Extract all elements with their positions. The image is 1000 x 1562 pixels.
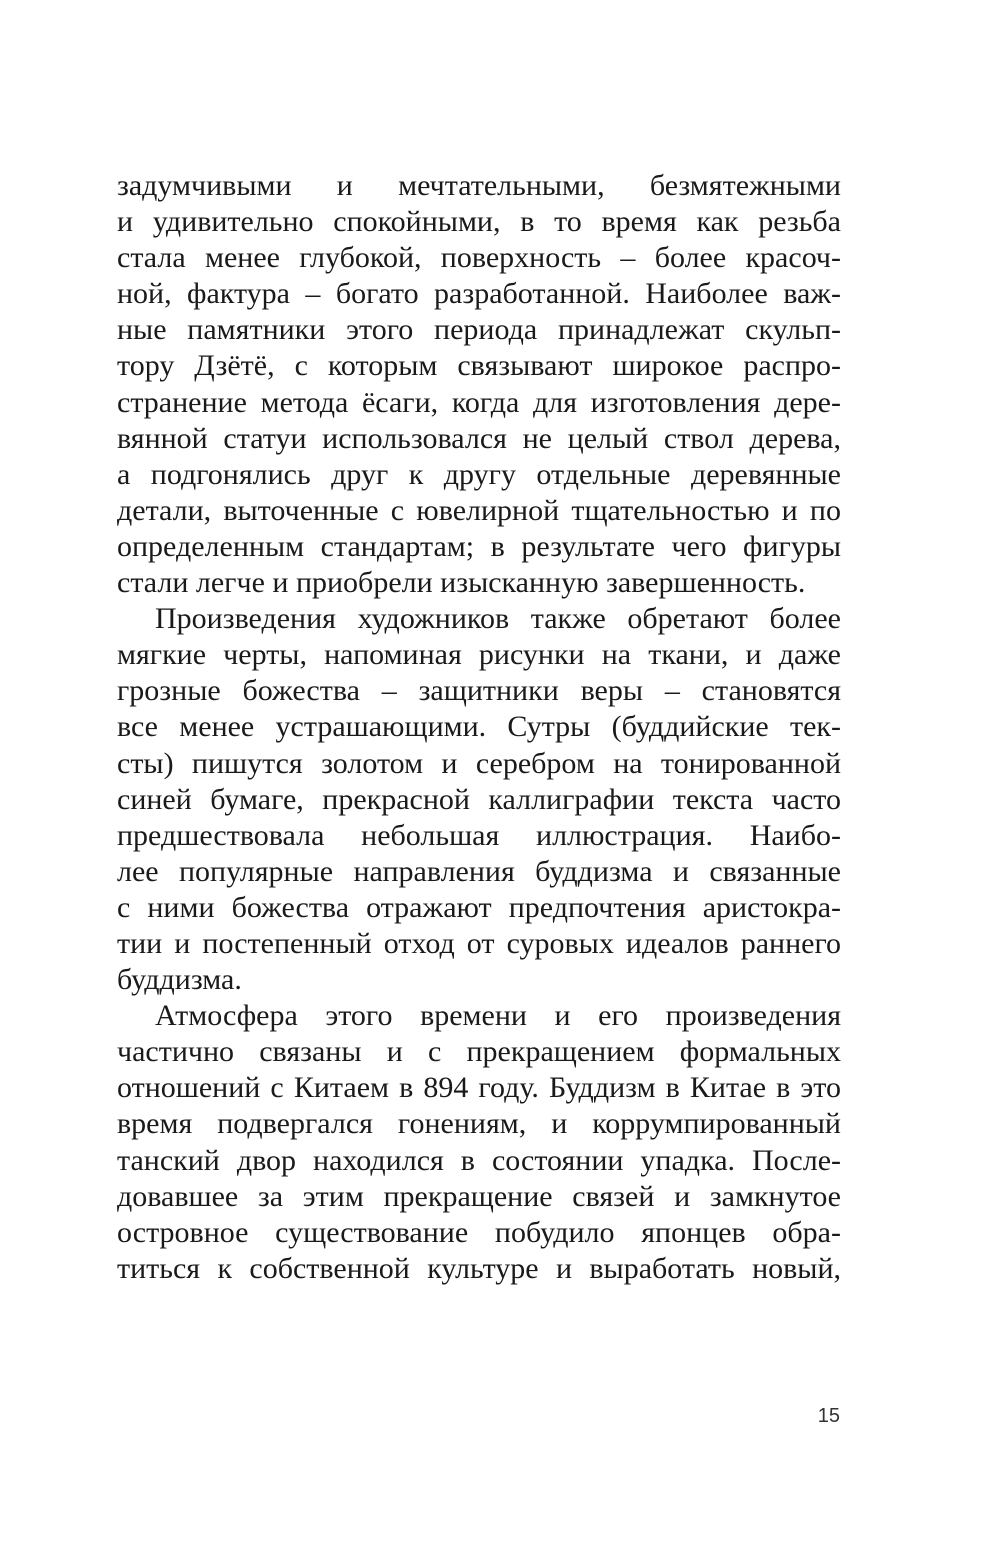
text-line: островное существование побудило японцев обра- [117, 1215, 841, 1249]
paragraph-3 [117, 998, 841, 1287]
text-line: сты) пишутся золотом и серебром на тонированной [117, 746, 841, 780]
text-line: а подгонялись друг к другу отдельные деревянные [117, 457, 841, 491]
text-line: Атмосфера этого времени и его произведения [155, 999, 841, 1033]
text-line: все менее устрашающими. Сутры (буддийские тек- [117, 710, 841, 744]
text-line: странение метода ёсаги, когда для изготовления дере- [117, 385, 841, 419]
text-line: определенным стандартам; в результате чего фигуры [117, 529, 841, 563]
text-line: частично связаны и с прекращением формальных [117, 1035, 841, 1069]
paragraph-1 [117, 168, 841, 601]
text-line: танский двор находился в состоянии упадка. После- [117, 1143, 841, 1177]
text-line: титься к собственной культуре и выработать новый, [117, 1251, 841, 1285]
text-line: задумчивыми и мечтательными, безмятежными [117, 169, 841, 202]
text-line: ные памятники этого периода принадлежат скульп- [117, 313, 841, 347]
text-line: тии и постепенный отход от суровых идеалов раннего [117, 926, 841, 960]
text-line: довавшее за этим прекращение связей и замкнутое [117, 1179, 841, 1213]
text-line: Произведения художников также обретают более [155, 602, 841, 636]
text-line: грозные божества – защитники веры – становятся [117, 674, 841, 708]
text-line: и удивительно спокойными, в то время как резьба [117, 205, 841, 239]
text-line: тору Дзётё, с которым связывают широкое распро- [117, 349, 841, 383]
text-line: стали легче и приобрели изысканную завершенность. [117, 566, 806, 600]
text-line: стала менее глубокой, поверхность – более красоч- [117, 241, 841, 275]
text-line: детали, выточенные с ювелирной тщательностью и по [117, 493, 841, 527]
text-line: вянной статуи использовался не целый ствол дерева, [117, 421, 841, 455]
text-line: отношений с Китаем в 894 году. Буддизм в Китае в это [117, 1071, 841, 1105]
text-line: лее популярные направления буддизма и связанные [117, 854, 841, 888]
text-line: время подвергался гонениям, и коррумпированный [117, 1107, 841, 1141]
text-line: предшествовала небольшая иллюстрация. Наибо- [117, 818, 841, 852]
page-number: 15 [817, 1405, 840, 1427]
text-line: с ними божества отражают предпочтения аристокра- [117, 890, 841, 924]
text-line: буддизма. [117, 963, 242, 997]
paragraph-2 [117, 601, 841, 998]
text-line: мягкие черты, напоминая рисунки на ткани, и даже [117, 638, 841, 672]
text-line: синей бумаге, прекрасной каллиграфии текста часто [117, 782, 841, 816]
page-body [117, 168, 841, 1287]
text-line: ной, фактура – богато разработанной. Наиболее важ- [117, 277, 841, 311]
